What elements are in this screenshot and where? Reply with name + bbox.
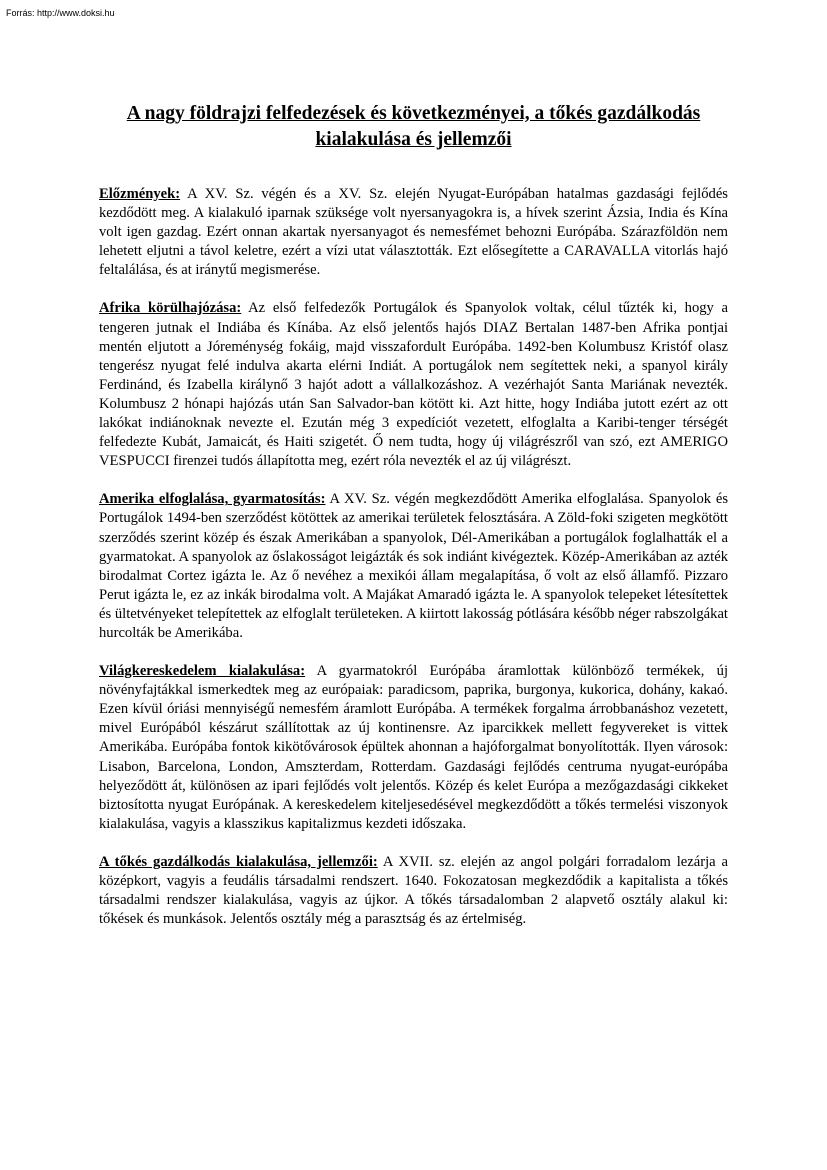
section-heading: A tőkés gazdálkodás kialakulása, jellemzői: — [99, 853, 378, 870]
section-text: A gyarmatokról Európába áramlottak különböző termékek, új növényfajtákkal ismerkedtek meg az európaiak: paradicsom, paprika, burgonya, kukorica, dohány, kakaó. Ezen kívül óriási mennyiségű nemesfém áramlott Európába. A termékek forgalma árrobbanáshoz vezetett, mivel Európából készárut szállítottak az új kontinensre. Az iparcikkek mellett fegyvereket is vittek Amerikába. Európába fontok kikötővárosok épültek ahonnan a hajóforgalmat bonyolították. Ilyen városok: Lisabon, Barcelona, London, Amszterdam, Rotterdam. Gazdasági fejlődés centruma nyugat-európába helyeződött át, különösen az ipari fejlődés volt jelentős. Közép és kelet Európa a mezőgazdasági cikkeket biztosította nyugat Európának. A kereskedelem kiteljesedésével megkezdődött a tőkés termelési viszonyok kialakulása, vagyis a klasszikus kapitalizmus kezdeti időszaka. — [99, 663, 728, 832]
paragraph-vilagkereskedelem — [99, 662, 728, 834]
section-heading: Világkereskedelem kialakulása: — [99, 663, 306, 680]
paragraph-afrika — [99, 299, 728, 471]
paragraph-elozmenyek — [99, 185, 728, 280]
section-heading: Afrika körülhajózása: — [99, 300, 242, 317]
section-text: A XV. Sz. végén és a XV. Sz. elején Nyugat-Európában hatalmas gazdasági fejlődés kezdődött meg. A kialakuló iparnak szüksége volt nyersanyagokra is, a hívek szerint Ázsia, India és Kína volt igen gazdag. Ezért onnan akartak nyersanyagot és nemesfémet behozni Európába. Szárazföldön nem lehetett eljutni a távol keletre, ezért a vízi utat választották. Ezt elősegítette a CARAVALLA vitorlás hajó feltalálása, és at iránytű megismerése. — [99, 186, 728, 279]
section-text: A XVII. sz. elején az angol polgári forradalom lezárja a középkort, vagyis a feudális társadalmi rendszert. 1640. Fokozatosan megkezdődik a kapitalista a tőkés társadalmi rendszer kialakulása, vagyis az újkor. A tőkés társadalomban 2 alapvető osztály alakul ki: tőkések és munkások. Jelentős osztály még a parasztság és az értelmiség. — [99, 853, 729, 928]
section-heading: Amerika elfoglalása, gyarmatosítás: — [99, 491, 326, 508]
section-text: Az első felfedezők Portugálok és Spanyolok voltak, célul tűzték ki, hogy a tengeren jutnak el Indiába és Kínába. Az első jelentős hajós DIAZ Bertalan 1487-ben Afrika pontjai mentén eljutott a Jóreménység fokáig, majd visszafordult Európába. 1492-ben Kolumbusz Kristóf olasz tengerész nyugat felé indulva akarta elérni Indiát. A portugálok nem segítettek neki, a spanyol király Ferdinánd, és Izabella királynő 3 hajót adott a vállalkozáshoz. A vezérhajót Santa Mariának nevezték. Kolumbusz 2 hónapi hajózás után San Salvador-ban kötött ki. Azt hitte, hogy Indiába jutott ezért az ott lakókat indiánoknak nevezte el. Ezután még 3 expedíciót vezetett, elfoglalta a Karibi-tenger térségét felfedezte Kubát, Jamaicát, és Haiti szigetét. Ő nem tudta, hogy új világrészről van szó, ezt AMERIGO VESPUCCI firenzei tudós állapította meg, ezért róla nevezték el az új világrészt. — [99, 300, 729, 470]
paragraph-tokes-gazdalkodas — [99, 853, 728, 929]
paragraph-amerika — [99, 490, 728, 643]
section-text: A XV. Sz. végén megkezdődött Amerika elfoglalása. Spanyolok és Portugálok 1494-ben szerződést kötöttek az amerikai területek felosztására. A Zöld-foki szigeten megkötött szerződés szerint közép és észak Amerikában a spanyolok, Dél-Amerikában a portugálok foglalhatták el a gyarmatokat. A spanyolok az őslakosságot leigázták és sok indiánt kivégeztek. Közép-Amerikában az azték birodalmat Cortez igázta le. Az ő nevéhez a mexikói állam megalapítása, ő volt az első államfő. Pizzaro Perut igázta le, ez az inkák birodalma volt. A Majákat Amaradó igázta le. A spanyolok telepeket létesítettek és ültetvényeket telepítettek az elfoglalt területeken. A kiirtott lakosság pótlására később néger rabszolgákat hurcolták be Amerikába. — [99, 491, 728, 641]
source-url: Forrás: http://www.doksi.hu — [6, 8, 115, 18]
document-body — [99, 185, 728, 948]
page-title: A nagy földrajzi felfedezések és következményei, a tőkés gazdálkodás kialakulása és jellemzői — [126, 103, 701, 150]
section-heading: Előzmények: — [99, 186, 181, 202]
